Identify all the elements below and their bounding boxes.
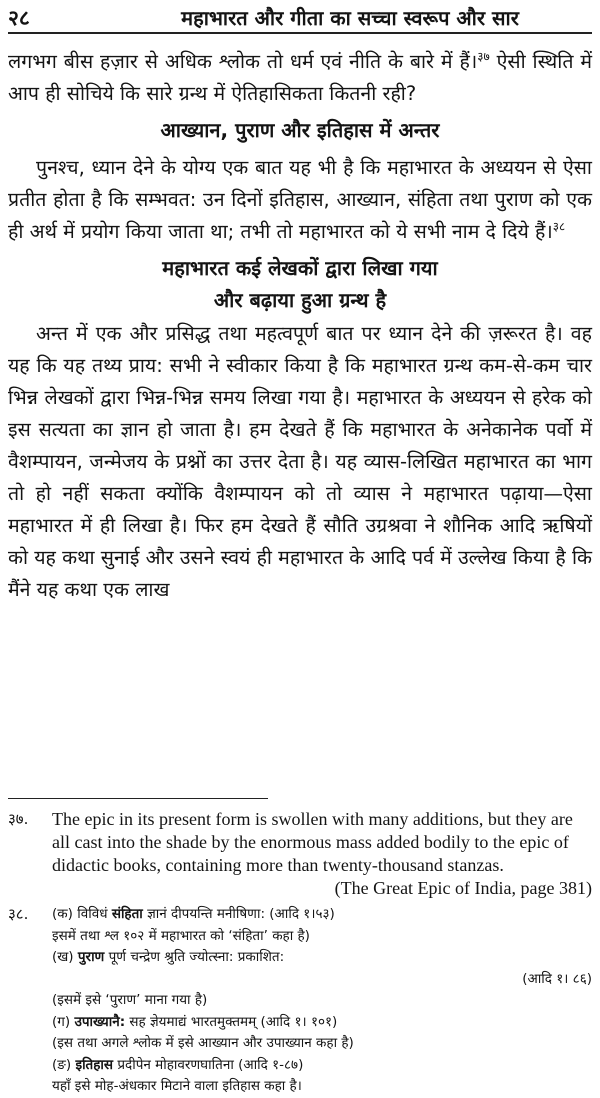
item-d-keyword: इतिहास [75, 1056, 114, 1073]
footnote-37-number: ३७. [8, 810, 29, 828]
footnote-38-item-b-note: (इसमें इसे ‘पुराण’ माना गया है) [52, 992, 208, 1008]
footnote-37-body [52, 808, 592, 900]
footnote-37-text: The epic in its present form is swollen with many additions, but they are all cast into the shade by the enormous mass added bodily to the epic of didactic books, containing more than twenty-thousand stanzas. [52, 809, 573, 875]
footnote-ref-37: ३७ [477, 49, 490, 64]
footnote-38-item-a-note: इसमें तथा श्ल १०२ में महाभारत को ‘संहिता’ कहा है) [52, 927, 310, 944]
footnote-38-body [52, 904, 592, 1098]
item-b-marker: (ख) [52, 949, 74, 965]
section-heading-1: आख्यान, पुराण और इतिहास में अन्तर [160, 118, 440, 142]
item-c-marker: (ग) [52, 1013, 71, 1030]
footnote-38-number: ३८. [8, 905, 29, 923]
section-heading-2-line-2: और बढ़ाया हुआ ग्रन्थ है [213, 288, 387, 312]
paragraph-1-end: ऐसी स्थिति में आप ही सोचिये कि सारे ग्रन्थ में ऐतिहासिकता कितनी रही? [8, 50, 592, 105]
paragraph-1-text: लगभग बीस हज़ार से अधिक श्लोक तो धर्म एवं नीति के बारे में हैं। [8, 50, 478, 73]
item-d-post: प्रदीपेन मोहावरणघातिना (आदि १-८७) [113, 1056, 304, 1073]
item-b-keyword: पुराण [77, 949, 105, 965]
running-header [8, 2, 592, 34]
footnote-37-source: (The Great Epic of India, page 381) [334, 878, 592, 898]
footnote-38-item-c-note: (इस तथा अगले श्लोक में इसे आख्यान और उपाख्यान कहा है) [52, 1035, 354, 1051]
item-a-pre: विविधं [77, 906, 112, 922]
item-c-post: सह ज्ञेयमाद्यं भारतमुक्तमम् (आदि १। १०१) [125, 1013, 338, 1030]
item-b-post: पूर्ण चन्द्रेण श्रुति ज्योत्स्ना: प्रकाशित: [104, 949, 285, 965]
item-a-post: ज्ञानं दीपयन्ति मनीषिणा: (आदि १।५३) [142, 906, 335, 922]
footnote-38 [8, 904, 592, 1098]
footnote-38-item-c [52, 1012, 592, 1034]
footnote-ref-38: ३८ [552, 219, 566, 234]
item-c-keyword: उपाख्यानै: [74, 1013, 126, 1030]
paragraph-3: अन्त में एक और प्रसिद्ध तथा महत्वपूर्ण बात पर ध्यान देने की ज़रूरत है। वह यह कि यह तथ्य प्राय: सभी ने स्वीकार किया है कि महाभारत ग्रन्थ कम-से-कम चार भिन्न लेखकों द्वारा भिन्न-भिन्न समय लिखा गया है। महाभारत के अध्ययन से हरेक को इस सत्यता का ज्ञान हो जाता है। हम देखते हैं कि महाभारत के अनेकानेक पर्वो में वैशम्पायन, जन्मेजय के प्रश्नों का उत्तर देता है। यह व्यास-लिखित महाभारत का भाग तो हो नहीं सकता क्योंकि वैशम्पायन को तो व्यास ने महाभारत पढ़ाया—ऐसा महाभारत में ही लिखा है। फिर हम देखते हैं सौति उग्रश्रवा ने शौनिक आदि ऋषियों को यह कथा सुनाई और उसने स्वयं ही महाभारत के आदि पर्व में उल्लेख किया है कि मैंने यह कथा एक लाख [8, 322, 592, 601]
footnote-37 [8, 808, 592, 900]
footnote-divider [8, 798, 268, 799]
item-d-marker: (ङ) [52, 1056, 72, 1073]
paragraph-1 [8, 46, 592, 110]
footnote-38-item-b [52, 947, 592, 969]
footnote-38-item-b-ref: (आदि १। ८६) [522, 970, 592, 987]
running-title: महाभारत और गीता का सच्चा स्वरूप और सार [181, 6, 519, 30]
section-heading-2 [8, 252, 592, 316]
section-heading-2-line-1: महाभारत कई लेखकों द्वारा लिखा गया [162, 256, 438, 280]
footnote-38-item-d-note: यहाँ इसे मोह-अंधकार मिटाने वाला इतिहास कहा है। [52, 1078, 302, 1094]
paragraph-2 [8, 152, 592, 248]
item-a-keyword: संहिता [111, 906, 143, 922]
footnote-38-item-d [52, 1055, 592, 1077]
body-text [8, 46, 592, 606]
footnote-38-item-a [52, 904, 592, 926]
paragraph-2-text: पुनश्च, ध्यान देने के योग्य एक बात यह भी है कि महाभारत के अध्ययन से ऐसा प्रतीत होता है कि सम्भवत: उन दिनों इतिहास, आख्यान, संहिता तथा पुराण को एक ही अर्थ में प्रयोग किया जाता था; तभी तो महाभारत को ये सभी नाम दे दिये हैं। [8, 156, 592, 243]
item-a-marker: (क) [52, 906, 73, 922]
page-number: २८ [8, 6, 30, 30]
